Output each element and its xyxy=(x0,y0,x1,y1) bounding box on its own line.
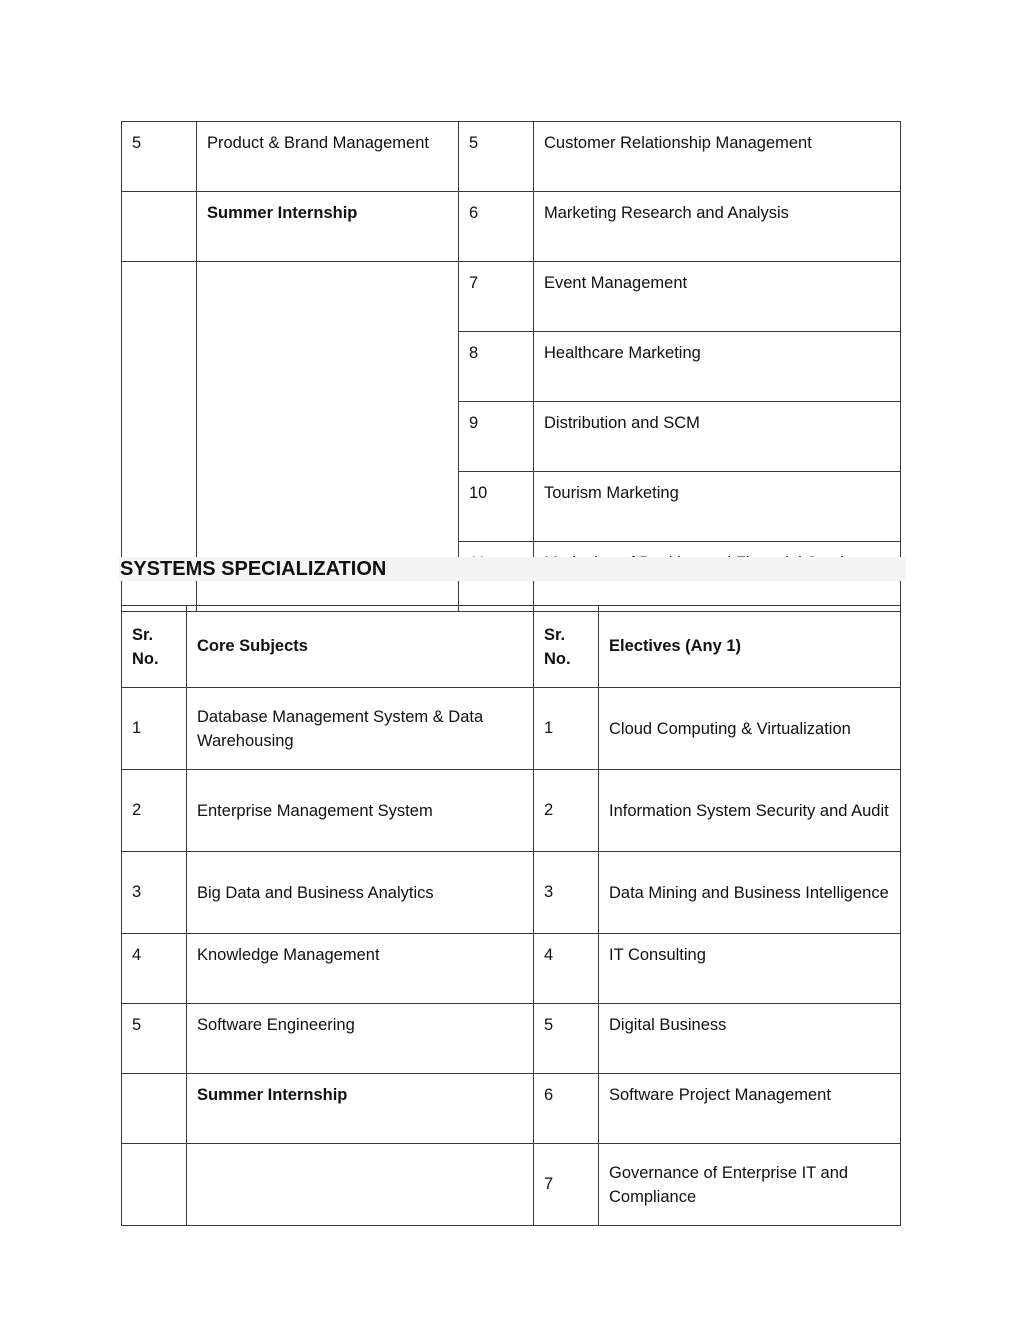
elective-subject: IT Consulting xyxy=(599,934,901,1004)
elective-sr-no: 5 xyxy=(459,122,534,192)
table-row xyxy=(122,688,901,770)
header-core-subjects: Core Subjects xyxy=(187,606,534,688)
header-elective-sr-no: Sr. No. xyxy=(534,606,599,688)
elective-sr-no: 10 xyxy=(459,472,534,542)
core-subject: Summer Internship xyxy=(187,1074,534,1144)
table-header-row xyxy=(122,606,901,688)
header-sr-no: Sr. No. xyxy=(122,606,187,688)
core-subject xyxy=(187,1144,534,1226)
elective-subject: Information System Security and Audit xyxy=(599,770,901,852)
elective-sr-no: 8 xyxy=(459,332,534,402)
elective-subject: Governance of Enterprise IT and Compliance xyxy=(599,1144,901,1226)
elective-sr-no: 6 xyxy=(459,192,534,262)
core-subject: Database Management System & Data Warehousing xyxy=(187,688,534,770)
elective-subject: Cloud Computing & Virtualization xyxy=(599,688,901,770)
elective-sr-no: 7 xyxy=(534,1144,599,1226)
core-subject: Summer Internship xyxy=(197,192,459,262)
elective-subject: Tourism Marketing xyxy=(534,472,901,542)
core-sr-no xyxy=(122,192,197,262)
section-heading: SYSTEMS SPECIALIZATION xyxy=(119,557,906,581)
marketing-subjects-table xyxy=(121,121,901,612)
table-row xyxy=(122,1004,901,1074)
elective-sr-no: 2 xyxy=(534,770,599,852)
elective-subject: Data Mining and Business Intelligence xyxy=(599,852,901,934)
core-sr-no: 5 xyxy=(122,122,197,192)
table-row xyxy=(122,192,901,262)
elective-sr-no: 6 xyxy=(534,1074,599,1144)
table-row xyxy=(122,1144,901,1226)
elective-subject: Distribution and SCM xyxy=(534,402,901,472)
elective-subject: Event Management xyxy=(534,262,901,332)
core-sr-no: 1 xyxy=(122,688,187,770)
table-row xyxy=(122,934,901,1004)
core-sr-no: 4 xyxy=(122,934,187,1004)
elective-subject: Marketing Research and Analysis xyxy=(534,192,901,262)
table-row xyxy=(122,262,901,332)
table-row xyxy=(122,770,901,852)
core-subject: Big Data and Business Analytics xyxy=(187,852,534,934)
core-subject: Knowledge Management xyxy=(187,934,534,1004)
table-row xyxy=(122,1074,901,1144)
table-row xyxy=(122,852,901,934)
elective-sr-no: 3 xyxy=(534,852,599,934)
elective-subject: Digital Business xyxy=(599,1004,901,1074)
core-subject: Software Engineering xyxy=(187,1004,534,1074)
elective-subject: Software Project Management xyxy=(599,1074,901,1144)
core-sr-no: 3 xyxy=(122,852,187,934)
elective-sr-no: 4 xyxy=(534,934,599,1004)
core-sr-no: 2 xyxy=(122,770,187,852)
elective-sr-no: 9 xyxy=(459,402,534,472)
core-sr-no xyxy=(122,1144,187,1226)
elective-sr-no: 5 xyxy=(534,1004,599,1074)
core-sr-no xyxy=(122,1074,187,1144)
systems-subjects-table xyxy=(121,605,901,1226)
header-electives: Electives (Any 1) xyxy=(599,606,901,688)
elective-subject: Healthcare Marketing xyxy=(534,332,901,402)
core-subject: Enterprise Management System xyxy=(187,770,534,852)
elective-sr-no: 7 xyxy=(459,262,534,332)
elective-sr-no: 1 xyxy=(534,688,599,770)
core-subject: Product & Brand Management xyxy=(197,122,459,192)
table-row xyxy=(122,122,901,192)
elective-subject: Customer Relationship Management xyxy=(534,122,901,192)
core-sr-no: 5 xyxy=(122,1004,187,1074)
